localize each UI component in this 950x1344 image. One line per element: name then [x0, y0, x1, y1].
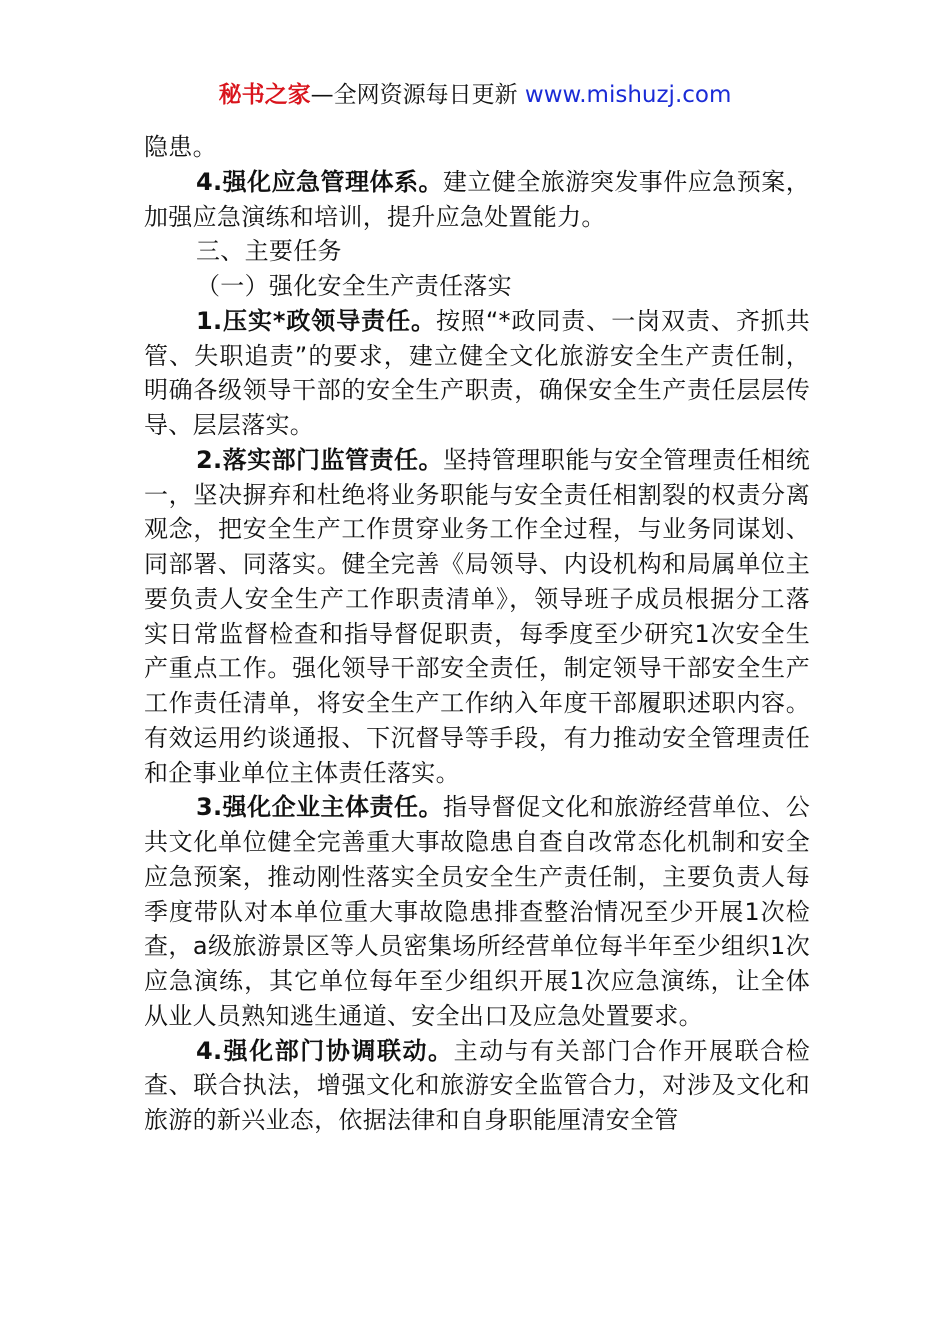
section-heading: 三、主要任务: [196, 237, 342, 266]
paragraph: 3.强化企业主体责任。指导督促文化和旅游经营单位、公共文化单位健全完善重大事故隐患自查自改常态化机制和安全应急预案，推动刚性落实全员安全生产责任制，主要负责人每季度带队对本单位重大事故隐患排查整治情况至少开展1次检查，a级旅游景区等人员密集场所经营单位每半年至少组织1次应急演练，其它单位每年至少组织开展1次应急演练，让全体从业人员熟知逃生通道、安全出口及应急处置要求。: [144, 793, 811, 1030]
paragraph: 2.落实部门监管责任。坚持管理职能与安全管理责任相统一，坚决摒弃和杜绝将业务职能与安全责任相割裂的权责分离观念，把安全生产工作贯穿业务工作全过程，与业务同谋划、同部署、同落实。健全完善《局领导、内设机构和局属单位主要负责人安全生产工作职责清单》，领导班子成员根据分工落实日常监督检查和指导督促职责，每季度至少研究1次安全生产重点工作。强化领导干部安全责任，制定领导干部安全生产工作责任清单，将安全生产工作纳入年度干部履职述职内容。有效运用约谈通报、下沉督导等手段，有力推动安全管理责任和企事业单位主体责任落实。: [144, 445, 811, 787]
brand-name: 秘书之家: [218, 82, 311, 108]
paragraph: 1.压实*政领导责任。按照“*政同责、一岗双责、齐抓共管、失职追责”的要求，建立健全文化旅游安全生产责任制，明确各级领导干部的安全生产职责，确保安全生产责任层层传导、层层落实。: [144, 306, 811, 439]
watermark-header: [0, 78, 950, 112]
paragraph: 隐患。: [144, 133, 217, 161]
paragraph: 4.强化应急管理体系。建立健全旅游突发事件应急预案，加强应急演练和培训，提升应急处置能力。: [144, 167, 811, 231]
subsection-heading: （一）强化安全生产责任落实: [196, 272, 512, 300]
paragraph-lead: 2.落实部门监管责任。: [196, 445, 443, 474]
paragraph-lead: 3.强化企业主体责任。: [196, 793, 443, 822]
header-tagline: —全网资源每日更新: [310, 82, 518, 108]
paragraph: 4.强化部门协调联动。主动与有关部门合作开展联合检查、联合执法，增强文化和旅游安全监管合力，对涉及文化和旅游的新兴业态，依据法律和自身职能厘清安全管: [144, 1036, 810, 1134]
site-url[interactable]: www.mishuzj.com: [524, 82, 732, 108]
document-body: [144, 130, 810, 1138]
paragraph-lead: 4.强化应急管理体系。: [196, 167, 443, 196]
paragraph-lead: 4.强化部门协调联动。: [196, 1036, 454, 1065]
paragraph-lead: 1.压实*政领导责任。: [196, 306, 436, 335]
